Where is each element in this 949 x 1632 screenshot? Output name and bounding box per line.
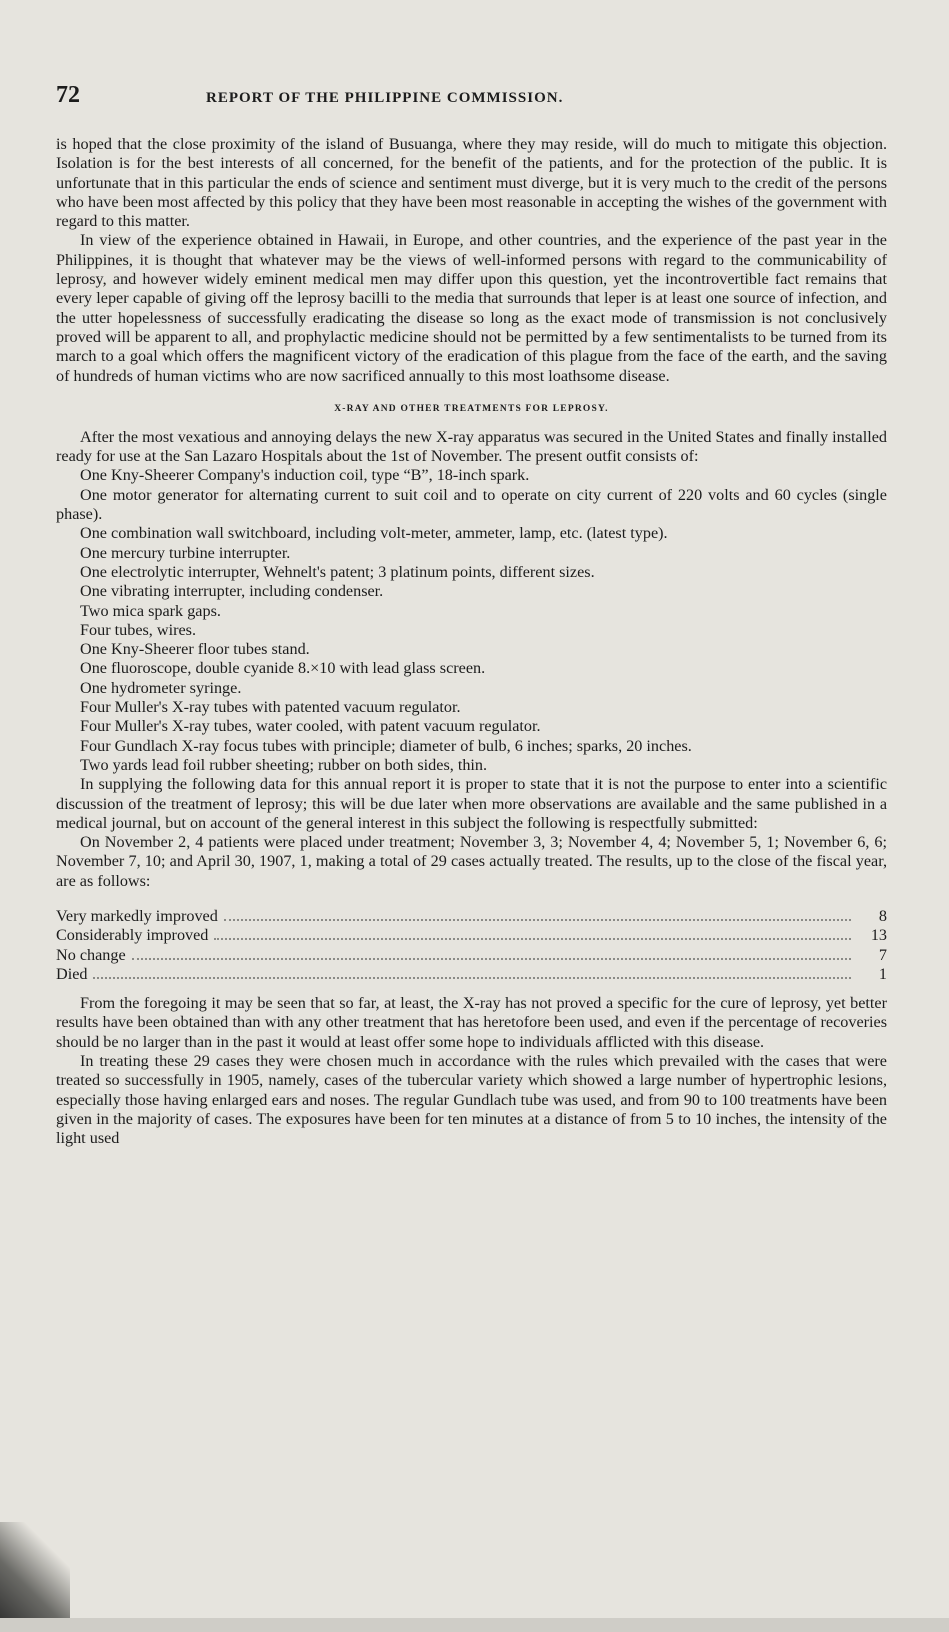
section-heading: X-RAY AND OTHER TREATMENTS FOR LEPROSY. xyxy=(334,403,609,414)
running-title: REPORT OF THE PHILIPPINE COMMISSION. xyxy=(206,90,564,106)
equipment-item: One fluoroscope, double cyanide 8.×10 with lead glass screen. xyxy=(80,659,486,678)
result-label: Considerably improved xyxy=(56,926,209,945)
equipment-item: Four Muller's X-ray tubes, water cooled, with patent vacuum regulator. xyxy=(80,717,541,736)
dot-leader xyxy=(214,938,851,940)
page-number: 72 xyxy=(56,82,80,108)
equipment-item: Two yards lead foil rubber sheeting; rubber on both sides, thin. xyxy=(80,755,488,774)
result-label: Died xyxy=(56,964,88,983)
result-label: Very markedly improved xyxy=(56,906,218,925)
dot-leader xyxy=(224,919,851,921)
paragraph: In treating these 29 cases they were chosen much in accordance with the rules which prevailed with the cases that were treated so successfully in 1905, namely, cases of the tubercular variety which showed a large number of hypertrophic lesions, especially those having enlarged ears and noses. The regular Gundlach tube was used, and from 90 to 100 treatments have been given in the majority of cases. The exposures have been for ten minutes at a distance of from 5 to 10 inches, the intensity of the light used xyxy=(56,1052,887,1148)
paragraph: In view of the experience obtained in Hawaii, in Europe, and other countries, and the experience of the past year in the Philippines, it is thought that whatever may be the views of well-informed persons with regard to the communicability of leprosy, and however widely eminent medical men may differ upon this question, yet the incontrovertible fact remains that every leper capable of giving off the leprosy bacilli to the media that surrounds that leper is at least one source of infection, and the utter hopelessness of successfully eradicating the disease so long as the exact mode of transmission is not conclusively proved will be apparent to all, and prophylactic medicine should not be permitted by a few sentimentalists to be turned from its march to a goal which offers the magnificent victory of the eradication of this plague from the face of the earth, and the saving of hundreds of human victims who are now sacrificed annually to this most loathsome disease. xyxy=(56,231,887,385)
equipment-item: Four Gundlach X-ray focus tubes with principle; diameter of bulb, 6 inches; sparks, 20 inches. xyxy=(80,736,692,755)
result-value: 13 xyxy=(870,926,887,945)
paragraph: From the foregoing it may be seen that so far, at least, the X-ray has not proved a specific for the cure of leprosy, yet better results have been obtained than with any other treatment that has heretofore been used, and even if the percentage of recoveries should be no larger than in the past it would at least offer some hope to individuals afflicted with this disease. xyxy=(56,994,887,1051)
result-value: 8 xyxy=(878,906,887,925)
equipment-item: Four Muller's X-ray tubes with patented vacuum regulator. xyxy=(80,698,461,717)
result-row xyxy=(56,926,887,945)
paragraph: After the most vexatious and annoying delays the new X-ray apparatus was secured in the United States and finally installed ready for use at the San Lazaro Hospitals about the 1st of November. The present outfit consists of: xyxy=(56,427,887,466)
result-row xyxy=(56,965,887,984)
paragraph: is hoped that the close proximity of the island of Busuanga, where they may reside, will do much to mitigate this objection. Isolation is for the best interests of all concerned, for the benefit of the patients, and for the protection of the public. It is unfortunate that in this particular the ends of science and sentiment must diverge, but it is very much to the credit of the persons who have been most affected by this policy that they have been most reasonable in accepting the wishes of the government with regard to this matter. xyxy=(56,135,887,231)
equipment-item: Two mica spark gaps. xyxy=(80,601,221,620)
equipment-item: One Kny-Sheerer floor tubes stand. xyxy=(80,640,310,659)
dot-leader xyxy=(93,977,851,979)
equipment-item: One mercury turbine interrupter. xyxy=(80,543,291,562)
result-row xyxy=(56,946,887,965)
equipment-list xyxy=(56,466,887,775)
paragraph: On November 2, 4 patients were placed under treatment; November 3, 3; November 4, 4; November 5, 1; November 6, 6; November 7, 10; and April 30, 1907, 1, making a total of 29 cases actually treated. The results, up to the close of the fiscal year, are as follows: xyxy=(56,833,887,890)
page-header xyxy=(56,82,887,109)
equipment-item: One Kny-Sheerer Company's induction coil, type “B”, 18-inch spark. xyxy=(80,466,530,485)
result-row xyxy=(56,907,887,926)
result-value: 1 xyxy=(878,964,887,983)
results-table xyxy=(56,907,887,984)
equipment-item: One hydrometer syringe. xyxy=(80,678,242,697)
equipment-item: One combination wall switchboard, including volt-meter, ammeter, lamp, etc. (latest type). xyxy=(80,524,668,543)
document-body xyxy=(56,135,887,1149)
scan-footer-bar xyxy=(0,1618,949,1632)
equipment-item: One vibrating interrupter, including condenser. xyxy=(80,582,384,601)
equipment-item: One motor generator for alternating current to suit coil and to operate on city current of 220 volts and 60 cycles (single phase). xyxy=(56,485,887,524)
paragraph: In supplying the following data for this annual report it is proper to state that it is not the purpose to enter into a scientific discussion of the treatment of leprosy; this will be due later when more observations are available and the same published in a medical journal, but on account of the general interest in this subject the following is respectfully submitted: xyxy=(56,775,887,832)
result-label: No change xyxy=(56,945,126,964)
binding-shadow xyxy=(0,1522,70,1632)
equipment-item: Four tubes, wires. xyxy=(80,620,196,639)
dot-leader xyxy=(132,958,851,960)
result-value: 7 xyxy=(878,945,887,964)
equipment-item: One electrolytic interrupter, Wehnelt's patent; 3 platinum points, different sizes. xyxy=(80,562,595,581)
